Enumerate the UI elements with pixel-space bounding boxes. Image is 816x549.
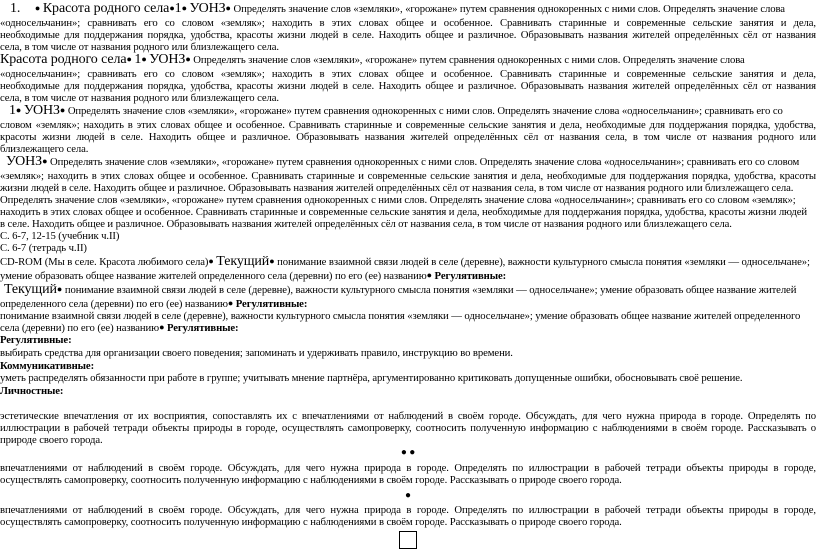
control-type: Текущий xyxy=(4,284,57,296)
bullet-icon: ● xyxy=(426,270,432,280)
block1-line3: села, в том числе от названия родного или близлежащего села. xyxy=(0,41,279,53)
lesson-type: УОНЗ xyxy=(189,3,226,15)
regulatory-text: выбирать средства для организации своего поведения; запоминать и удерживать правило, инструкцию во времени. xyxy=(0,347,513,359)
understanding-line1: села (деревни) по его (ее) названию● Регулятивные: xyxy=(0,322,239,334)
bullet-icon: ● xyxy=(42,156,48,166)
block4-line5: в селе. Находить общее и различное. Образовывать названия жителей определённых сёл от названия села, в том числе от названия родного или близлежащего села. xyxy=(0,218,732,230)
personal-heading: Личностные: xyxy=(0,385,64,397)
bullet-icon: ● xyxy=(405,490,411,501)
impressions1-line0: впечатлениями от наблюдений в своём городе. Обсуждать, для чего нужна природа в городе. Определять по иллюстрации в рабочей тетради объекты природы в городе, xyxy=(0,462,816,474)
bullet-icon: ● xyxy=(227,298,234,308)
lesson-hours: 1 xyxy=(9,105,16,117)
block2-line2: необходимые для поддержания порядка, удобства, красоты жизни людей в селе. Находить общее и различное. Образовывать названия жителей определённых сёл от названия xyxy=(0,80,816,92)
bullet-row xyxy=(0,447,816,459)
block1-line2: необходимые для поддержания порядка, удобства, красоты жизни людей в селе. Находить общее и различное. Образовывать названия жителей определённых сёл от названия xyxy=(0,29,816,41)
block3-line2: красоты жизни людей в селе. Находить общее и различное. Образовывать названия жителей определённых сёл от названия села, в том числе от названия родного или xyxy=(0,131,816,143)
block1-line0 xyxy=(0,3,816,15)
communicative-heading: Коммуникативные: xyxy=(0,360,95,372)
workbook-ref: С. 6-7 (тетрадь ч.II) xyxy=(0,242,87,254)
block2-line3: села, в том числе от названия родного или близлежащего села. xyxy=(0,92,279,104)
cdrom-line1: умение образовать общее название жителей определенного села (деревни) по его (ее) названию● Регулятивные: xyxy=(0,270,507,282)
block3-line3: близлежащего села. xyxy=(0,143,89,155)
bullet-icon: ● xyxy=(159,322,165,332)
block4-line4: находить в этих словах общее и особенное. Сравнивать старинные и современные сельские занятия и дела, необходимые для поддержания порядка, удобства, красоты жизни людей xyxy=(0,206,807,218)
bullet-icon: ● xyxy=(126,54,132,64)
lesson-type: УОНЗ xyxy=(6,156,43,168)
bullet-icon: ● xyxy=(409,447,416,458)
bullet-icon: ● xyxy=(400,447,407,458)
bullet-icon: ● xyxy=(225,3,231,13)
empty-box xyxy=(399,531,417,549)
lesson-type: УОНЗ xyxy=(149,54,186,66)
cdrom-label: CD-ROM (Мы в селе. Красота любимого села) xyxy=(0,256,209,268)
impressions2-line0: впечатлениями от наблюдений в своём городе. Обсуждать, для чего нужна природа в городе. Определять по иллюстрации в рабочей тетради объекты природы в городе, xyxy=(0,504,816,516)
lesson-content: Определять значение слов «земляки», «горожане» путем сравнения однокоренных с ними слов. Определять значение слова xyxy=(233,3,785,15)
lesson-content: Определять значение слов «земляки», «горожане» путем сравнения однокоренных с ними слов. Определять значение слова xyxy=(193,54,745,66)
lesson-title: Красота родного села xyxy=(42,3,170,15)
section-heading: Регулятивные: xyxy=(235,298,308,310)
personal-line3: природе своего города. xyxy=(0,434,103,446)
personal-line1: эстетические впечатления от их восприятия, сопоставлять их с впечатлениями от наблюдений в своём городе. Обсуждать, для чего нужна природа в городе. Определять по xyxy=(0,410,816,422)
lesson-hours: 1 xyxy=(134,54,142,66)
block4-line1: «земляк»; находить в этих словах общее и особенное. Сравнивать старинные и современные сельские занятия и дела, необходимые для поддержания порядка, удобства, красоты xyxy=(0,170,816,182)
current-line1: определенного села (деревни) по его (ее) названию● Регулятивные: xyxy=(0,298,308,310)
bullet-icon: ● xyxy=(185,54,191,64)
block3-line1: словом «земляк»; находить в этих словах общее и особенное. Сравнивать старинные и современные сельские занятия и дела, необходимые для поддержания порядка, удобства, xyxy=(0,119,816,131)
block3-line0 xyxy=(0,105,816,117)
regulatory-heading: Регулятивные: xyxy=(0,334,72,346)
block4-line0 xyxy=(0,156,816,168)
lesson-content: Определять значение слов «земляки», «горожане» путем сравнения однокоренных с ними слов. Определять значение слова «односельчанин»; сравнивать его со xyxy=(67,105,783,117)
bullet-icon: ● xyxy=(56,284,63,294)
communicative-text: уметь распределять обязанности при работе в группе; учитывать мнение партнёра, аргументированно критиковать допущенные ошибки, обосновывать своё решение. xyxy=(0,372,743,384)
lesson-hours: 1 xyxy=(174,3,182,15)
lesson-title: Красота родного села xyxy=(0,54,127,66)
section-heading: Регулятивные: xyxy=(166,322,239,334)
impressions1-line1: осуществлять самопроверку, соотносить полученную информацию с наблюдениями в своём городе. Рассказывать о природе своего города. xyxy=(0,474,622,486)
cdrom-line0 xyxy=(0,256,816,268)
bullet-icon: ● xyxy=(208,256,214,266)
textbook-ref: С. 6-7, 12-15 (учебник ч.II) xyxy=(0,230,120,242)
list-number: 1. xyxy=(10,3,21,15)
block4-line3: Определять значение слов «земляки», «горожане» путем сравнения однокоренных с ними слов. Определять значение слова «односельчанин»; сравнивать его со словом «земляк»; xyxy=(0,194,796,206)
block2-line1: «односельчанин»; сравнивать его со словом «земляк»; находить в этих словах общее и особенное. Сравнивать старинные и современные сельские занятия и дела, xyxy=(0,68,816,80)
understanding-line0: понимание взаимной связи людей в селе (деревне), важности культурного смысла понятия «земляки — односельчане»; умение образовать общее название жителей определенного xyxy=(0,310,801,322)
bullet-icon: ● xyxy=(181,3,187,13)
bullet-icon: ● xyxy=(169,3,175,13)
bullet-icon: ● xyxy=(269,256,275,266)
bullet-icon: ● xyxy=(34,3,41,13)
impressions2-line1: осуществлять самопроверку, соотносить полученную информацию с наблюдениями в своём городе. Рассказывать о природе своего города. xyxy=(0,516,622,528)
bullet-row xyxy=(0,490,816,502)
bullet-icon: ● xyxy=(141,54,147,64)
lesson-type: УОНЗ xyxy=(23,105,60,117)
block4-line2: жизни людей в селе. Находить общее и различное. Образовывать названия жителей определённых сёл от названия села, в том числе от названия родного или близлежащего села. xyxy=(0,182,794,194)
control-type: Текущий xyxy=(216,256,270,268)
section-heading: Регулятивные: xyxy=(434,270,507,282)
current-line0: Текущий● понимание взаимной связи людей в селе (деревне), важности культурного смысла понятия «земляки — односельчане»; умение образовать общее название жителей xyxy=(4,284,797,296)
block2-line0 xyxy=(0,54,816,66)
bullet-icon: ● xyxy=(59,105,66,115)
personal-line2: иллюстрации в рабочей тетради объекты природы в городе, осуществлять самопроверку, соотносить полученную информацию с наблюдениями в своём городе. Рассказывать о xyxy=(0,422,816,434)
cdrom-content: понимание взаимной связи людей в селе (деревне), важности культурного смысла понятия «земляки — односельчане»; xyxy=(277,256,810,268)
block1-line1: «односельчанин»; сравнивать его со словом «земляк»; находить в этих словах общее и особенное. Сравнивать старинные и современные сельские занятия и дела, xyxy=(0,17,816,29)
lesson-content: Определять значение слов «земляки», «горожане» путем сравнения однокоренных с ними слов. Определять значение слова «односельчанин»; сравнивать его со словом xyxy=(49,156,800,168)
bullet-icon: ● xyxy=(15,105,22,115)
